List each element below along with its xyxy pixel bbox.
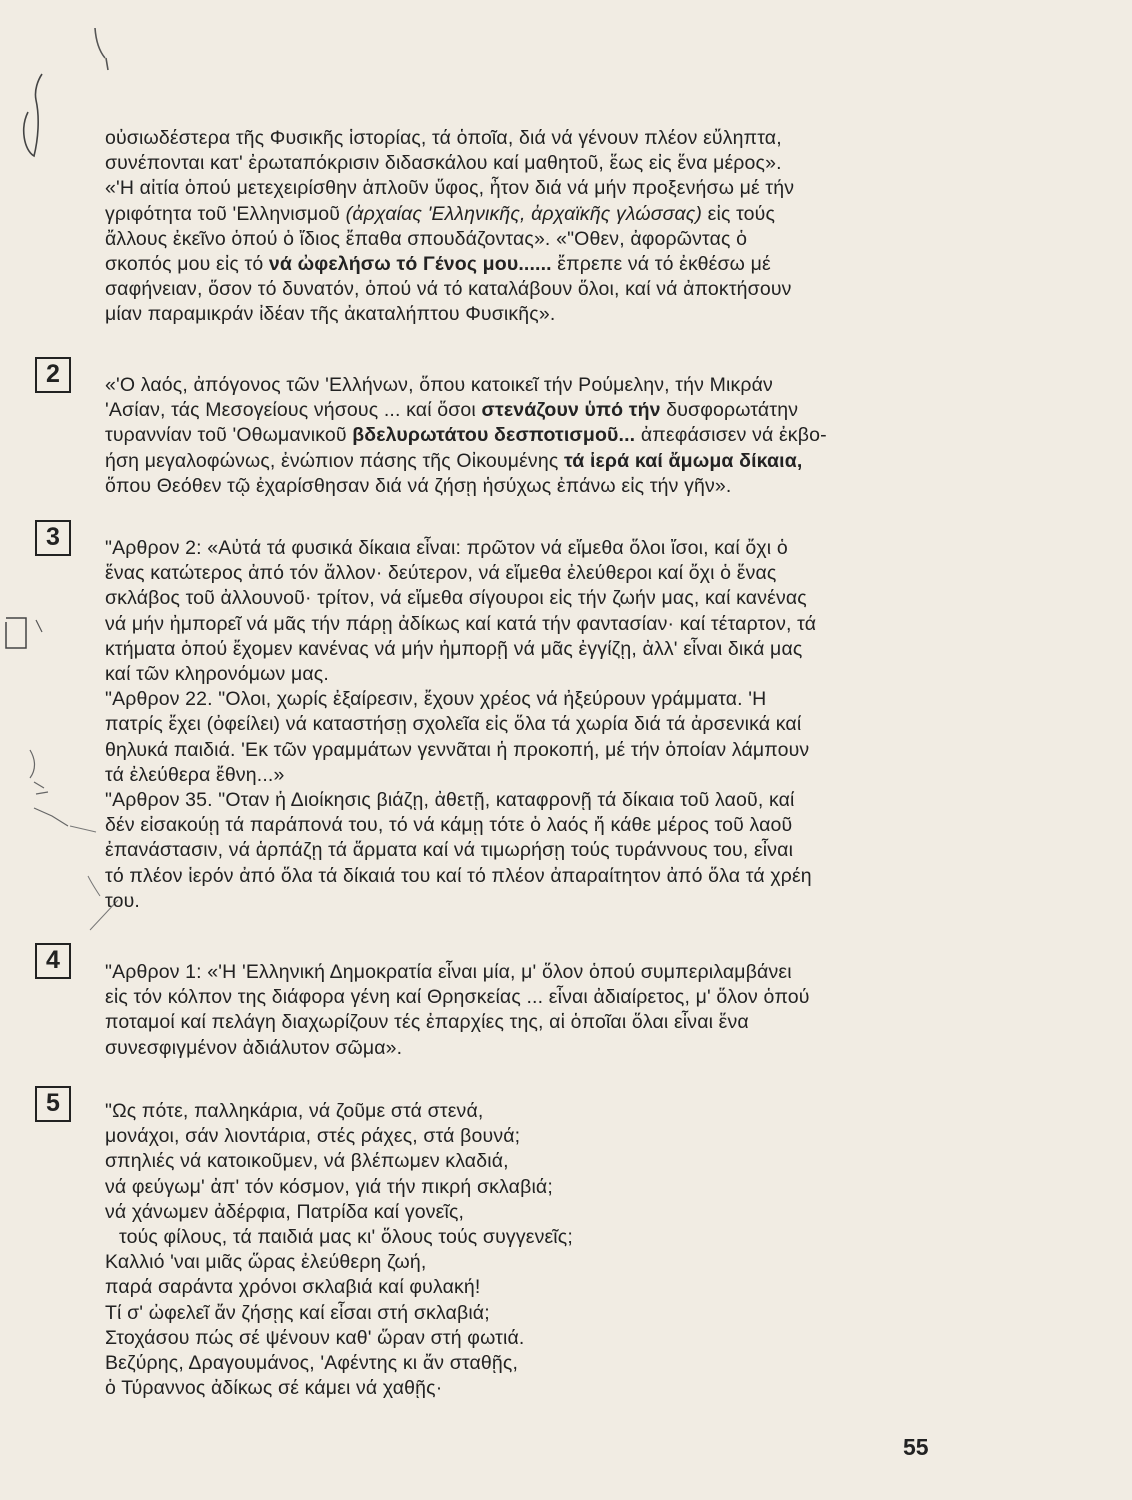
section-2-text: «'Ο λαός, ἀπόγονος τῶν 'Ελλήνων, ὅπου κατοικεῖ τήν Ρούμελην, τήν Μικράν 'Ασίαν, τάς Μεσογείους νήσους ... καί ὅσοι στενάζουν ὑπό τήν δυσφορωτάτην τυραννίαν τοῦ 'Οθωμανικοῦ βδελυρωτάτου δεσποτισμοῦ... ἀπεφάσισεν νά ἐκβο- ήση μεγαλοφώνως, ἐνώπιον πάσης τῆς Οἰκουμένης τά ἱερά καί ἄμωμα δίκαια, ὅπου Θεόθεν τῷ ἐχαρίσθησαν διά νά ζήσῃ ἡσύχως ἐπάνω εἰς τήν γῆν». [105,374,827,497]
poem-text: "Ως πότε, παλληκάρια, νά ζοῦμε στά στενά, μονάχοι, σάν λιοντάρια, στές ράχες, στά βουνά; σπηλιές νά κατοικοῦμεν, νά βλέπωμεν κλαδιά, νά φεύγωμ' ἀπ' τόν κόσμον, γιά τήν πικρή σκλαβιά; νά χάνωμεν ἀδέρφια, Πατρίδα καί γονεῖς, τούς φίλους, τά παιδιά μας κι' ὅλους τούς συγγενεῖς; Καλλιό 'ναι μιᾶς ὥρας ἐλεύθερη ζωή, παρά σαράντα χρόνοι σκλαβιά καί φυλακή! Τί σ' ὠφελεῖ ἄν ζήσῃς καί εἶσαι στή σκλαβιά; Στοχάσου πώς σέ ψένουν καθ' ὥραν στή φωτιά. Βεζύρης, Δραγουμάνος, 'Αφέντης κι ἄν σταθῇς, ὁ Τύραννος ἀδίκως σέ κάμει νά χαθῇς· [105,1100,573,1400]
section-number-badge: 3 [35,520,71,556]
intro-paragraph: οὐσιωδέστερα τῆς Φυσικῆς ἱστορίας, τά ὁποῖα, διά νά γένουν πλέον εὔληπτα, συνέπονται κατ' ἐρωταπόκρισιν διδασκάλου καί μαθητοῦ, ἕως εἰς ἕνα μέρος». «'Η αἰτία ὁπού μετεχειρίσθην ἁπλοῦν ὕφος, ἦτον διά νά μήν προξενήσω μέ τήν γριφότητα τοῦ 'Ελληνισμοῦ (ἀρχαίας 'Ελληνικῆς, ἀρχαϊκῆς γλώσσας) εἰς τούς ἄλλους ἐκεῖνο ὁπού ὁ ἴδιος ἔπαθα σπουδάζοντας». «"Οθεν, ἀφορῶντας ὁ σκοπός μου εἰς τό νά ὠφελήσω τό Γένος μου...... ἔπρεπε νά τό ἐκθέσω μέ σαφήνειαν, ὅσον τό δυνατόν, ὁπού νά τό καταλάβουν ὅλοι, καί νά ἀποκτήσουν μίαν παραμικράν ἰδέαν τῆς ἀκαταλήπτου Φυσικῆς». [105,127,795,326]
section-3-text: "Αρθρον 2: «Αὐτά τά φυσικά δίκαια εἶναι: πρῶτον νά εἴμεθα ὅλοι ἴσοι, καί ὄχι ὁ ἕνας κατώτερος ἀπό τόν ἄλλον· δεύτερον, νά εἴμεθα ἐλεύθεροι καί ὄχι ὁ ἕνας σκλάβος τοῦ ἀλλουνοῦ· τρίτον, νά εἴμεθα σίγουροι εἰς τήν ζωήν μας, καί κανένας νά μήν ἠμπορεῖ νά μᾶς τήν πάρῃ ἀδίκως καί κατά τήν φαντασίαν· καί τέταρτον, τά κτήματα ὁπού ἔχομεν κανένας νά μήν ἠμπορῇ νά μᾶς ἐγγίζῃ, ἀλλ' εἶναι δικά μας καί τῶν κληρονόμων μας. "Αρθρον 22. "Ολοι, χωρίς ἐξαίρεσιν, ἔχουν χρέος νά ἠξεύρουν γράμματα. 'Η πατρίς ἔχει (ὀφείλει) νά καταστήσῃ σχολεῖα εἰς ὅλα τά χωρία διά τά ἀρσενικά καί θηλυκά παιδιά. 'Εκ τῶν γραμμάτων γεννᾶται ἡ προκοπή, μέ τήν ὁποίαν λάμπουν τά ἐλεύθερα ἔθνη...» "Αρθρον 35. "Οταν ἡ Διοίκησις βιάζῃ, ἀθετῇ, καταφρονῇ τά δίκαια τοῦ λαοῦ, καί δέν εἰσακούῃ τά παράπονά του, τό νά κάμῃ τότε ὁ λαός ἤ κάθε μέρος τοῦ λαοῦ ἐπανάστασιν, νά ἁρπάζῃ τά ἅρματα καί νά τιμωρήσῃ τούς τυράννους του, εἶναι τό πλέον ἱερόν ἀπό ὅλα τά δίκαιά του καί τό πλέον ἀπαραίτητον ἀπό ὅλα τά χρέη του. [105,537,817,912]
page-number: 55 [903,1434,929,1460]
section-number-badge: 2 [35,357,71,393]
section-4-text: "Αρθρον 1: «'Η 'Ελληνική Δημοκρατία εἶναι μία, μ' ὅλον ὁπού συμπεριλαμβάνει εἰς τόν κόλπον της διάφορα γένη καί Θρησκείας ... εἶναι ἀδιαίρετος, μ' ὅλον ὁπού ποταμοί καί πελάγη διαχωρίζουν τές ἐπαρχίες της, αἱ ὁποῖαι ὅλαι εἶναι ἕνα συνεσφιγμένον ἀδιάλυτον σῶμα». [105,961,810,1059]
section-number-badge: 4 [35,943,71,979]
section-number-badge: 5 [35,1086,71,1122]
